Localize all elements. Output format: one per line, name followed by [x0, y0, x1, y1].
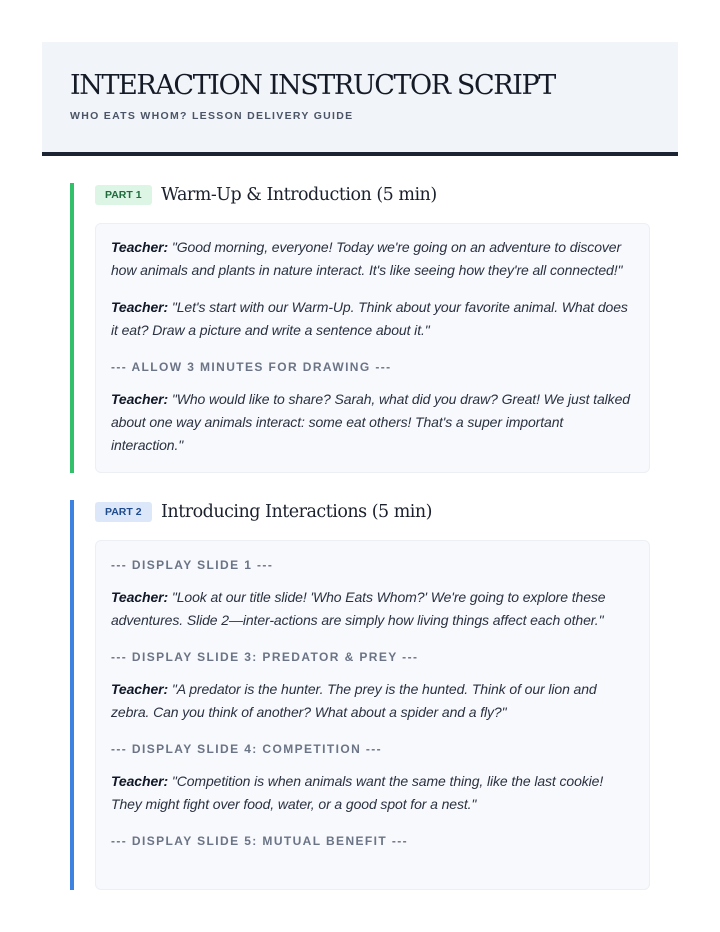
part-2-script-card: [95, 540, 650, 890]
speech-text: "A predator is the hunter. The prey is the hunted. Think of our lion and zebra. Can you think of another? What about a spider and a fly?": [111, 681, 597, 720]
speech-text: "Who would like to share? Sarah, what did you draw? Great! We just talked about one way animals interact: some eat others! That's a super important interaction.": [111, 391, 630, 453]
document-header: [42, 42, 678, 156]
stage-cue: --- DISPLAY SLIDE 4: COMPETITION ---: [111, 742, 383, 756]
part-1-heading: [95, 185, 437, 209]
speech-text: "Competition is when animals want the same thing, like the last cookie! They might fight over food, water, or a good spot for a nest.": [111, 773, 604, 812]
part-1-section: [70, 183, 650, 473]
part-1-script-card: [95, 223, 650, 473]
speaker-label: Teacher:: [111, 589, 169, 605]
part-1-title: Warm-Up & Introduction (5 min): [161, 185, 437, 205]
script-line: [111, 770, 637, 816]
stage-cue: --- DISPLAY SLIDE 3: PREDATOR & PREY ---: [111, 650, 419, 664]
speaker-label: Teacher:: [111, 239, 169, 255]
speech-text: "Let's start with our Warm-Up. Think about your favorite animal. What does it eat? Draw a picture and write a sentence about it.": [111, 299, 628, 338]
script-line: [111, 586, 637, 632]
stage-cue: --- ALLOW 3 MINUTES FOR DRAWING ---: [111, 360, 392, 374]
speaker-label: Teacher:: [111, 681, 169, 697]
part-1-accent-bar: [70, 183, 74, 473]
speaker-label: Teacher:: [111, 391, 169, 407]
part-2-accent-bar: [70, 500, 74, 890]
speech-text: "Look at our title slide! 'Who Eats Whom?' We're going to explore these adventures. Slide 2—inter-actions are simply how living things affect each other.": [111, 589, 606, 628]
stage-cue: --- DISPLAY SLIDE 5: MUTUAL BENEFIT ---: [111, 834, 409, 848]
script-line: [111, 296, 637, 342]
speaker-label: Teacher:: [111, 299, 169, 315]
part-2-heading: [95, 502, 432, 526]
document-title: INTERACTION INSTRUCTOR SCRIPT: [70, 70, 555, 101]
script-line: [111, 678, 637, 724]
stage-cue: --- DISPLAY SLIDE 1 ---: [111, 558, 274, 572]
part-1-badge: PART 1: [95, 185, 152, 205]
document-subtitle: WHO EATS WHOM? LESSON DELIVERY GUIDE: [70, 110, 354, 122]
script-line: [111, 388, 637, 457]
part-2-section: [70, 500, 650, 890]
part-2-title: Introducing Interactions (5 min): [161, 502, 433, 522]
part-2-badge: PART 2: [95, 502, 152, 522]
speech-text: "Good morning, everyone! Today we're going on an adventure to discover how animals and plants in nature interact. It's like seeing how they're all connected!": [111, 239, 623, 278]
speaker-label: Teacher:: [111, 773, 169, 789]
script-line: [111, 236, 637, 282]
